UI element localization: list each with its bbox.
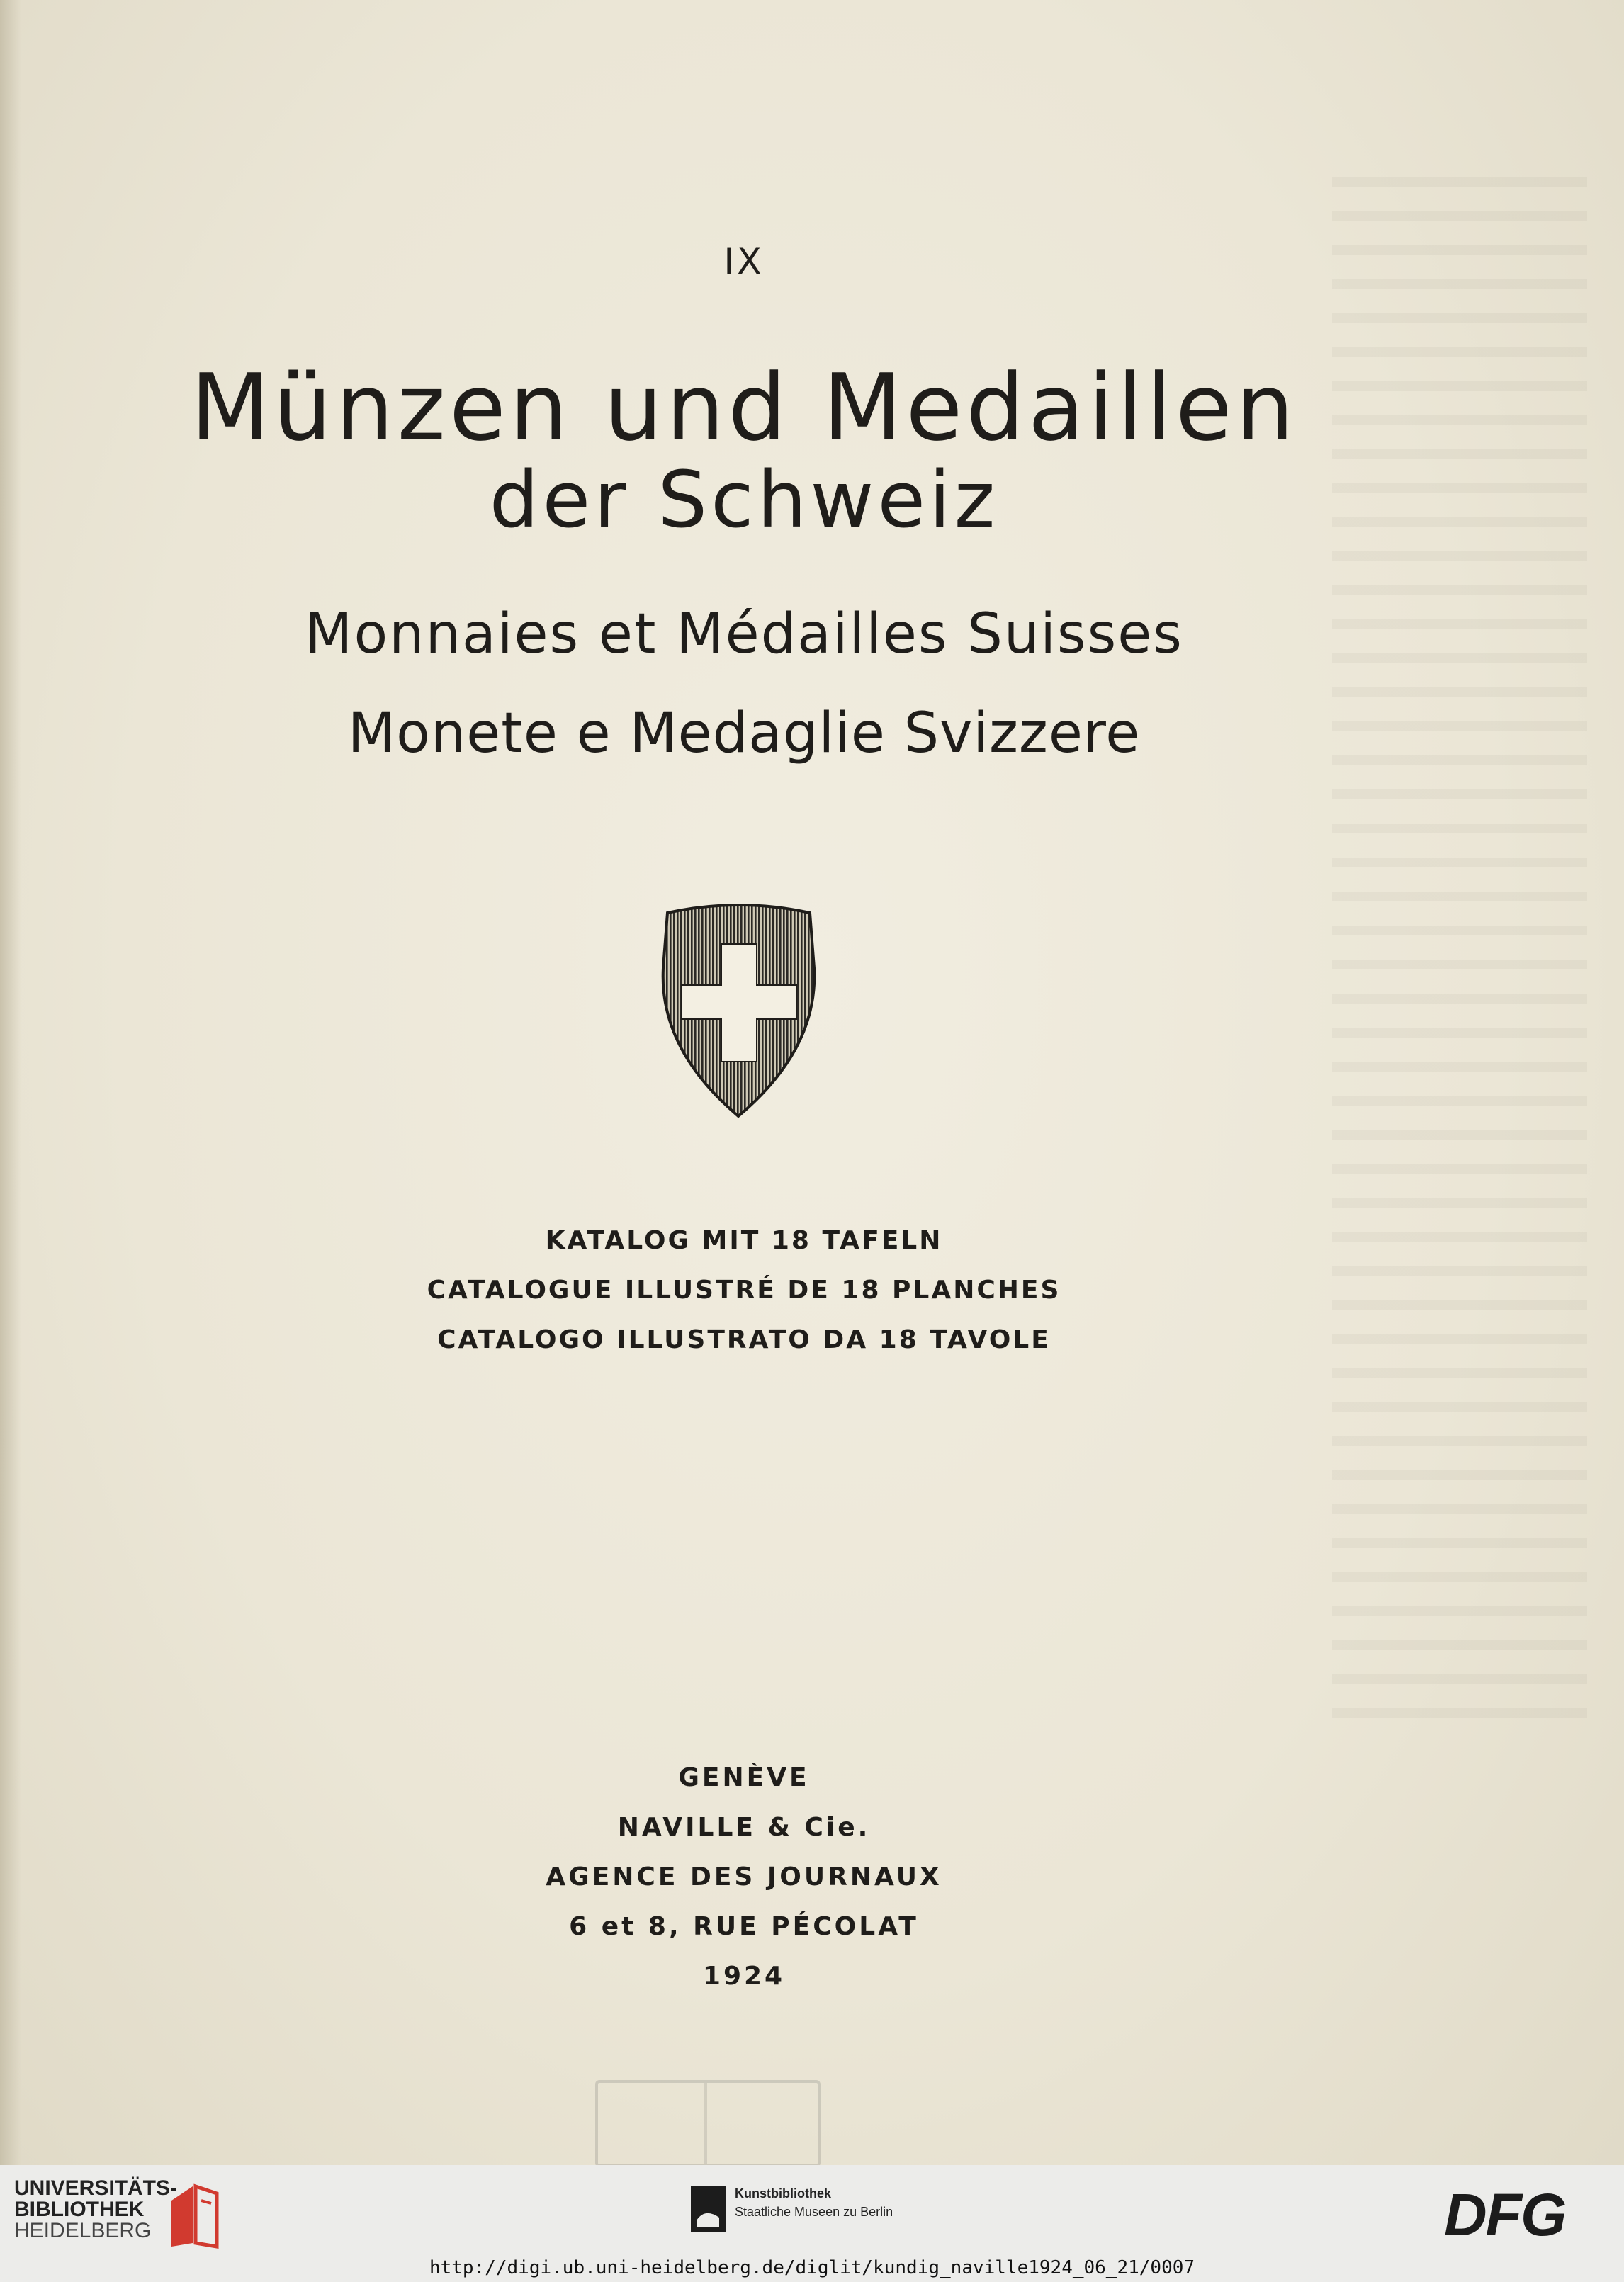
- ub-heidelberg-logo[interactable]: [14, 2178, 177, 2242]
- kunstbibliothek-name: Kunstbibliothek: [735, 2186, 831, 2200]
- imprint-year: 1924: [702, 1962, 786, 1991]
- dfg-logo[interactable]: DFG: [1444, 2181, 1566, 2248]
- kunstbibliothek-subtitle: Staatliche Museen zu Berlin: [735, 2205, 893, 2219]
- catalog-line-german: KATALOG MIT 18 TAFELN: [545, 1226, 943, 1255]
- ub-mark-icon: [164, 2179, 221, 2250]
- imprint-publisher: NAVILLE & Cie.: [617, 1813, 871, 1842]
- plate-number: IX: [723, 241, 765, 282]
- digitization-footer: [0, 2165, 1624, 2282]
- ub-logo-line: UNIVERSITÄTS-: [14, 2176, 178, 2200]
- subtitle-french: Monnaies et Médailles Suisses: [305, 602, 1183, 666]
- imprint-agency: AGENCE DES JOURNAUX: [546, 1862, 942, 1892]
- subtitle-italian: Monete e Medaglie Svizzere: [347, 702, 1141, 765]
- catalog-line-italian: CATALOGO ILLUSTRATO DA 18 TAVOLE: [437, 1325, 1051, 1354]
- title-line-1: Münzen und Medaillen: [190, 354, 1298, 461]
- imprint-city: GENÈVE: [678, 1763, 810, 1792]
- swiss-cross-shield-icon: [659, 900, 818, 1120]
- title-line-2: der Schweiz: [489, 454, 999, 545]
- source-url-link[interactable]: http://digi.ub.uni-heidelberg.de/diglit/kundig_naville1924_06_21/0007: [429, 2257, 1195, 2278]
- imprint-address: 6 et 8, RUE PÉCOLAT: [569, 1912, 919, 1941]
- ub-logo-line: BIBLIOTHEK: [14, 2198, 145, 2221]
- ub-logo-line: HEIDELBERG: [14, 2219, 152, 2242]
- kunstbibliothek-mark-icon: [691, 2186, 726, 2232]
- library-stamp: [595, 2080, 821, 2165]
- catalog-line-french: CATALOGUE ILLUSTRÉ DE 18 PLANCHES: [427, 1276, 1061, 1305]
